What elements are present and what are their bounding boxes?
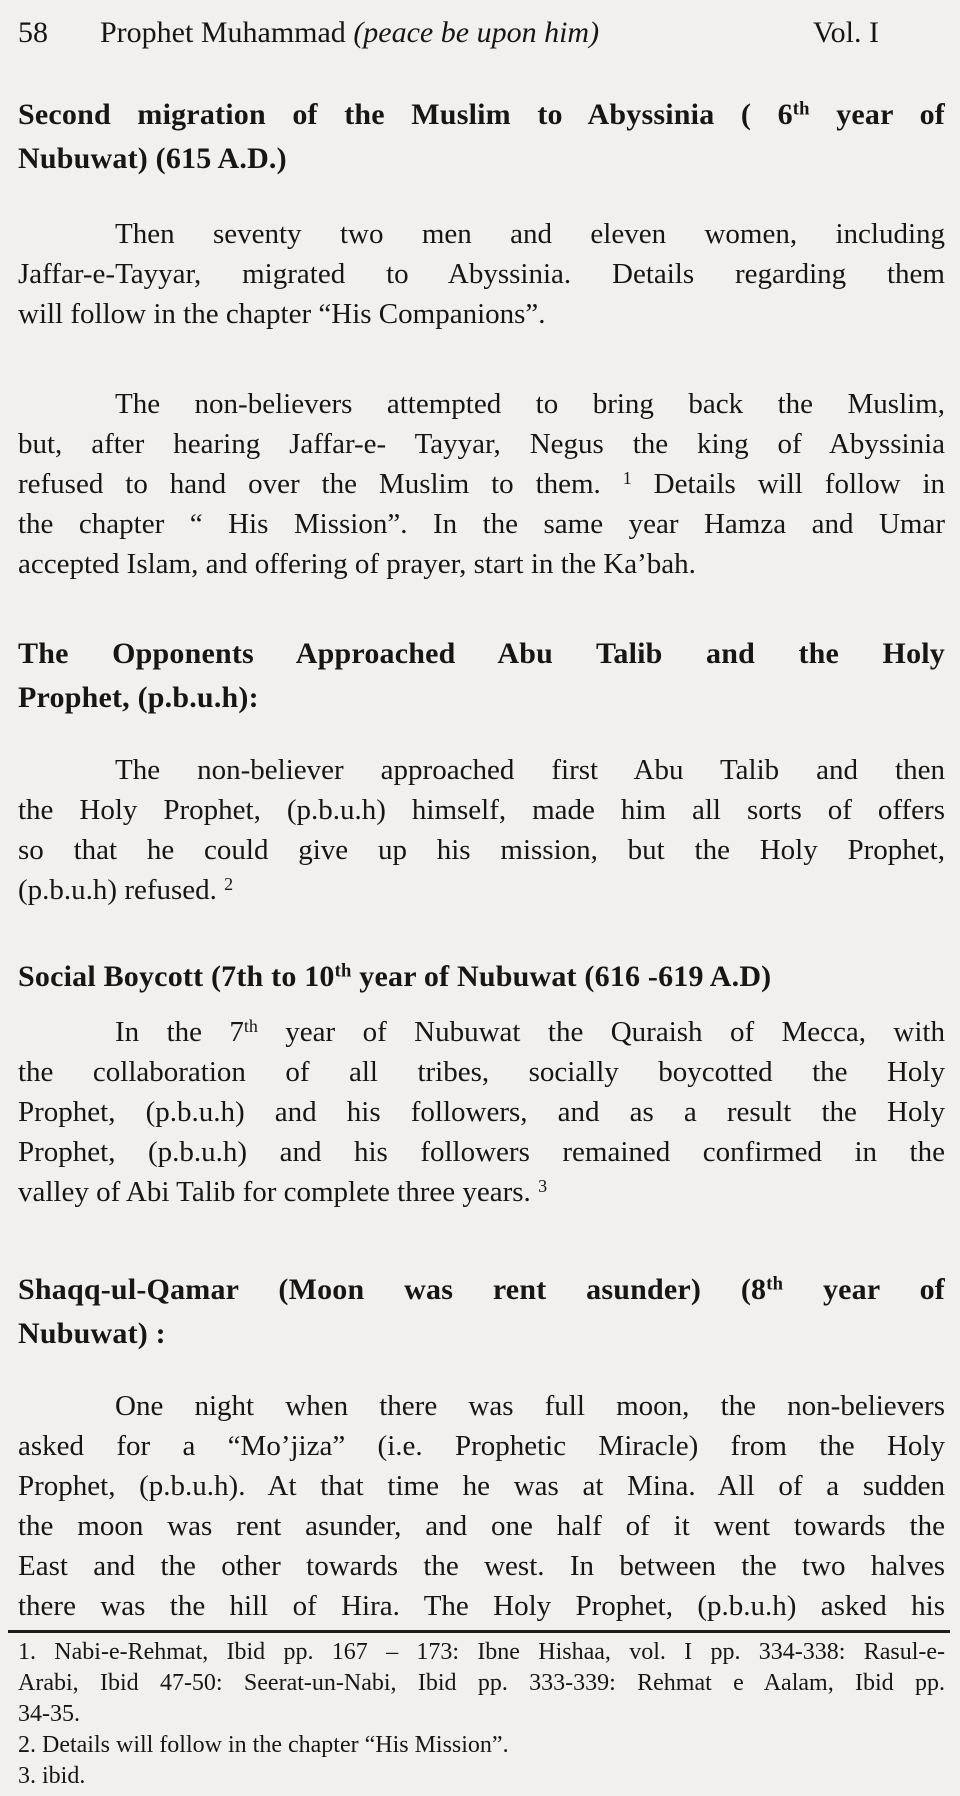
paragraph-boycott: In the 7th year of Nubuwat the Quraish of Mecca, with the collaboration of all tribes, socially boycotted the Holy Prophet, (p.b.u.h) and his followers, and as a result the Holy Prophet, (p.b.u.h) and his followers remained confirmed in the valley of Abi Talib for complete three years. $^3$ bbox=[18, 1016, 945, 1208]
volume-label: Vol. I bbox=[812, 16, 879, 49]
paragraph-non-believers: The non-believers attempted to bring back the Muslim, but, after hearing Jaffar-e- Tayyar, Negus the king of Abyssinia refused to hand over the Muslim to them. $^1$ Details will follow in the chapter “ His Mission”. In the same year Hamza and Umar accepted Islam, and offering of prayer, start in the Ka’bah. bbox=[18, 388, 946, 580]
footnote-3: 3. ibid. bbox=[18, 1763, 86, 1789]
footnote-rule bbox=[8, 1630, 950, 1633]
book-title: Prophet Muhammad (peace be upon him) bbox=[100, 16, 600, 49]
footnote-1: 1. Nabi-e-Rehmat, Ibid pp. 167 – 173: Ibne Hishaa, vol. I pp. 334-338: Rasul-e- Arabi, Ibid 47-50: Seerat-un-Nabi, Ibid pp. 333-339: Rehmat e Aalam, Ibid pp. 34-35. bbox=[18, 1639, 945, 1727]
paragraph-abu-talib: The non-believer approached first Abu Talib and then the Holy Prophet, (p.b.u.h) himself, made him all sorts of offers so that he could give up his mission, but the Holy Prophet, (p.b.u.h) refused. $^2$ bbox=[18, 754, 945, 906]
footnotes bbox=[18, 1637, 945, 1792]
section-heading-second-migration: Second migration of the Muslim to Abyssinia ( 6th year of Nubuwat) (615 A.D.) bbox=[18, 98, 945, 175]
paragraph-migration: Then seventy two men and eleven women, including Jaffar-e-Tayyar, migrated to Abyssinia. Details regarding them will follow in the chapter “His Companions”. bbox=[18, 218, 945, 330]
page-number: 58 bbox=[18, 16, 48, 49]
footnote-2: 2. Details will follow in the chapter “His Mission”. bbox=[18, 1732, 509, 1758]
section-heading-opponents: The Opponents Approached Abu Talib and the Holy Prophet, (p.b.u.h): bbox=[18, 637, 945, 714]
paragraph-moon-miracle: One night when there was full moon, the non-believers asked for a “Mo’jiza” (i.e. Prophetic Miracle) from the Holy Prophet, (p.b.u.h). At that time he was at Mina. All of a sudden the moon was rent asunder, and one half of it went towards the East and the other towards the west. In between the two halves there was the hill of Hira. The Holy Prophet, (p.b.u.h) asked his bbox=[18, 1390, 945, 1622]
running-header bbox=[18, 14, 945, 52]
section-heading-social-boycott: Social Boycott (7th to 10th year of Nubuwat (616 -619 A.D) bbox=[18, 960, 772, 993]
section-heading-shaqq-ul-qamar: Shaqq-ul-Qamar (Moon was rent asunder) (8th year of Nubuwat) : bbox=[18, 1273, 945, 1350]
